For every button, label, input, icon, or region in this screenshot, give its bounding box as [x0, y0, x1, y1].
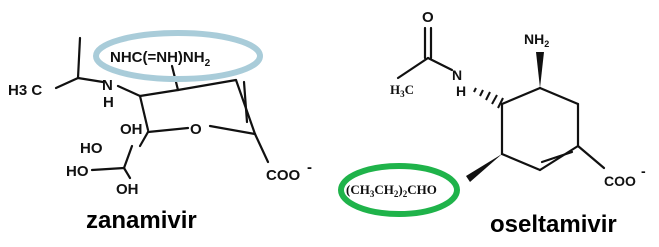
oseltamivir-amine-wedge	[536, 52, 544, 88]
zanamivir-side-chain-bond-2	[124, 146, 132, 168]
oseltamivir-nh-h-label: H	[456, 83, 467, 99]
oseltamivir-amide-bond	[428, 58, 452, 70]
zanamivir-carbonyl-bond	[78, 38, 80, 78]
oseltamivir-charge-label: -	[641, 163, 646, 179]
zanamivir-n-ring-bond	[118, 86, 140, 96]
zanamivir-charge-label: -	[307, 159, 312, 176]
zanamivir-ring-bond-e	[148, 128, 188, 132]
oseltamivir-ring-bond-1	[502, 88, 540, 104]
oseltamivir-structure	[341, 9, 646, 238]
zanamivir-amide-bond	[78, 78, 103, 82]
zanamivir-ring-bond-b	[140, 90, 178, 96]
zanamivir-carboxylate-label: COO	[266, 167, 301, 184]
zanamivir-ho-left-label: HO	[66, 163, 89, 180]
zanamivir-nh-h-label: H	[103, 94, 114, 111]
zanamivir-guanidine-label: $NHC(=NH)NH_2$	[110, 49, 211, 69]
oseltamivir-ether-label: $(CH_3CH_2)_2CHO$	[346, 182, 437, 199]
oseltamivir-ether-wedge	[466, 154, 502, 182]
oseltamivir-carboxylate-label: COO	[604, 173, 636, 189]
oseltamivir-ring-bond-5	[502, 154, 540, 170]
zanamivir-side-chain-bond-4	[124, 168, 130, 178]
zanamivir-double-bond	[244, 82, 247, 122]
zanamivir-structure	[8, 33, 312, 234]
zanamivir-ring-o-label: O	[190, 121, 202, 138]
oseltamivir-name: oseltamivir	[490, 211, 617, 238]
zanamivir-name: zanamivir	[86, 207, 197, 234]
zanamivir-ho-top-label: HO	[80, 140, 103, 157]
zanamivir-h3c-label: H3 C	[8, 82, 43, 99]
oseltamivir-ring-bond-2	[540, 88, 578, 104]
oseltamivir-hashed-wedge	[474, 88, 503, 108]
oseltamivir-methyl-bond	[398, 58, 428, 78]
oseltamivir-carboxyl-bond	[578, 146, 604, 168]
zanamivir-oh-top-label: OH	[120, 121, 143, 138]
oseltamivir-ring-bond-4	[540, 146, 578, 170]
zanamivir-methyl-bond	[56, 78, 78, 88]
zanamivir-carboxyl-bond	[255, 134, 268, 162]
zanamivir-side-chain-bond-3	[92, 168, 124, 170]
oseltamivir-nh2-label: $NH_2$	[524, 31, 550, 49]
zanamivir-oh-bottom-label: OH	[116, 181, 139, 198]
zanamivir-nh-n-label: N	[102, 77, 113, 94]
oseltamivir-carbonyl-o-label: O	[422, 9, 434, 26]
oseltamivir-nh-n-label: N	[452, 67, 463, 83]
oseltamivir-h3c-label: $H_3C$	[390, 82, 415, 99]
zanamivir-ring-bond-f	[210, 126, 255, 134]
